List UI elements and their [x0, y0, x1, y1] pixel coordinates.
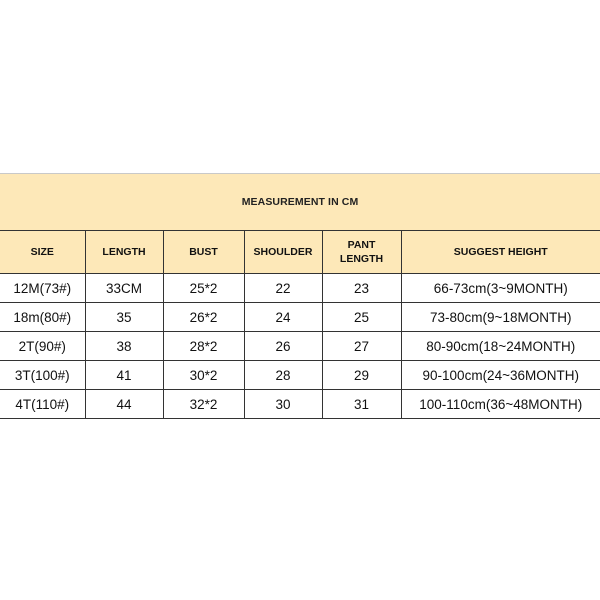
column-header-length: LENGTH [85, 231, 163, 274]
cell-pant-length: 23 [322, 274, 401, 303]
cell-suggest-height: 80-90cm(18~24MONTH) [401, 332, 600, 361]
cell-length: 38 [85, 332, 163, 361]
cell-size: 3T(100#) [0, 361, 85, 390]
size-chart [0, 173, 600, 419]
cell-suggest-height: 90-100cm(24~36MONTH) [401, 361, 600, 390]
cell-shoulder: 26 [244, 332, 322, 361]
table-row [0, 361, 600, 390]
table-row [0, 274, 600, 303]
cell-size: 18m(80#) [0, 303, 85, 332]
cell-suggest-height: 73-80cm(9~18MONTH) [401, 303, 600, 332]
measurement-table [0, 230, 600, 419]
cell-shoulder: 28 [244, 361, 322, 390]
cell-bust: 28*2 [163, 332, 244, 361]
table-row [0, 303, 600, 332]
column-header-bust: BUST [163, 231, 244, 274]
column-header-suggest-height: SUGGEST HEIGHT [401, 231, 600, 274]
header-row [0, 231, 600, 274]
cell-pant-length: 27 [322, 332, 401, 361]
chart-title: MEASUREMENT IN CM [0, 173, 600, 230]
cell-suggest-height: 100-110cm(36~48MONTH) [401, 390, 600, 419]
table-row [0, 390, 600, 419]
table-row [0, 332, 600, 361]
cell-size: 12M(73#) [0, 274, 85, 303]
cell-pant-length: 31 [322, 390, 401, 419]
cell-shoulder: 24 [244, 303, 322, 332]
cell-bust: 30*2 [163, 361, 244, 390]
cell-length: 33CM [85, 274, 163, 303]
column-header-shoulder: SHOULDER [244, 231, 322, 274]
column-header-pant-length: PANT LENGTH [322, 231, 401, 274]
cell-length: 35 [85, 303, 163, 332]
cell-bust: 25*2 [163, 274, 244, 303]
cell-length: 44 [85, 390, 163, 419]
cell-pant-length: 29 [322, 361, 401, 390]
cell-suggest-height: 66-73cm(3~9MONTH) [401, 274, 600, 303]
cell-shoulder: 30 [244, 390, 322, 419]
cell-length: 41 [85, 361, 163, 390]
cell-bust: 32*2 [163, 390, 244, 419]
cell-shoulder: 22 [244, 274, 322, 303]
cell-bust: 26*2 [163, 303, 244, 332]
cell-size: 4T(110#) [0, 390, 85, 419]
cell-size: 2T(90#) [0, 332, 85, 361]
cell-pant-length: 25 [322, 303, 401, 332]
column-header-size: SIZE [0, 231, 85, 274]
